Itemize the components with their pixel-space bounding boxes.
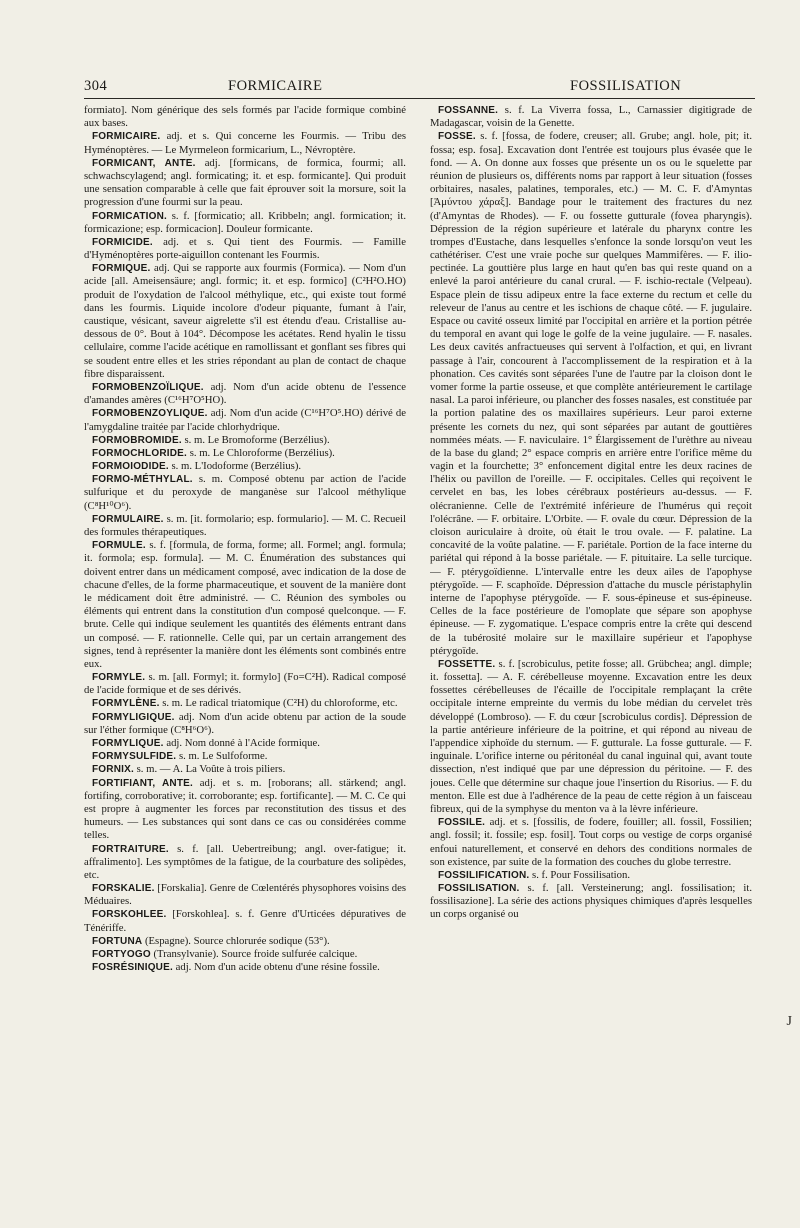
entry-headword: FORTYOGO <box>92 949 151 960</box>
entry-headword: FORMICATION. <box>92 210 167 222</box>
entry-definition: s. f. La Viverra fossa, L., Carnassier digitigrade de Madagascar, voisin de la Genette. <box>430 104 752 130</box>
entry-definition: (Transylvanie). Source froide sulfurée calcique. <box>153 948 358 960</box>
page-number: 304 <box>84 78 108 94</box>
entry-definition: s. m. Le Sulfoforme. <box>178 750 268 763</box>
dictionary-entry <box>84 262 406 381</box>
dictionary-entry <box>84 157 406 210</box>
entry-definition: s. m. — A. La Voûte à trois piliers. <box>136 763 286 776</box>
dictionary-entry <box>84 882 406 908</box>
right-guide-word: FOSSILISATION <box>570 78 682 94</box>
entry-headword: FORTIFIANT, ANTE. <box>92 777 194 789</box>
entry-definition: s. m. [all. Formyl; it. formylo] (Fo=C²H). Radical composé de l'acide formique et de ses dérivés. <box>84 671 406 697</box>
entry-headword: FORSKOHLEE. <box>92 909 167 921</box>
entry-headword: FOSRÉSINIQUE. <box>92 962 173 974</box>
entry-headword: FOSSANNE. <box>438 105 499 116</box>
dictionary-entry <box>84 908 406 934</box>
entry-headword: FOSSILIFICATION. <box>438 869 530 881</box>
entry-definition: adj. Nom d'un acide (C¹⁶H⁷O⁵.HO) dérivé de l'amygdaline traitée par l'acide chlorhydrique. <box>84 407 406 433</box>
entry-definition: adj. et s. Qui tient des Fourmis. — Famille d'Hyménoptères porte-aiguillon contenant les Fourmis. <box>84 235 406 262</box>
entry-definition: [Forskalia]. Genre de Cœlentérés physophores voisins des Méduaires. <box>84 882 406 908</box>
entry-definition: s. m. Le Chloroforme (Berzélius). <box>189 446 335 459</box>
entry-definition: [Forskohlea]. s. f. Genre d'Urticées dépuratives de Ténériffe. <box>84 908 406 934</box>
running-header <box>0 78 800 98</box>
entry-definition: s. m. Le Bromoforme (Berzélius). <box>184 433 330 446</box>
entry-headword: FOSSILISATION. <box>438 883 520 895</box>
dictionary-entry <box>84 447 406 460</box>
dictionary-entry <box>84 210 406 236</box>
entry-headword: FORMYLIGIQUE. <box>92 711 175 723</box>
dictionary-entry <box>430 869 752 882</box>
entry-definition: s. m. [it. formolario; esp. formulario]. — M. C. Recueil des formules thérapeutiques. <box>84 512 406 538</box>
dictionary-entry <box>84 434 406 447</box>
dictionary-entry <box>84 935 406 948</box>
header-rule <box>84 98 755 99</box>
entry-headword: FORMOIODIDE. <box>92 461 169 473</box>
entry-definition: adj. Nom donné à l'Acide formique. <box>166 737 320 749</box>
entry-headword: FOSSETTE. <box>438 658 496 670</box>
entry-definition: adj. et s. m. [roborans; all. stärkend; angl. fortifing, corroborative; it. corroborante; esp. fortificante]. — M. C. Ce qui est propre à augmenter les forces par reconstitution des tissus et des humeurs. — Les substances qui sont dans ce cas ou considérées comme telles. <box>84 776 406 842</box>
entry-headword: FORMICIDE. <box>92 236 153 248</box>
entry-headword: FORMULAIRE. <box>92 513 164 525</box>
dictionary-entry <box>84 460 406 473</box>
entry-headword: FORMYSULFIDE. <box>92 751 177 763</box>
entry-headword: FORMOCHLORIDE. <box>92 447 188 459</box>
entry-definition: s. f. [fossa, de fodere, creuser; all. Grube; angl. hole, pit; it. fossa; esp. fosa]. Excavation dont l'entrée est toujours plus évasée que le fond. — A. On donne aux fosses que présente un os ou le squelette par réunion de plusieurs os, différents noms par rapport à leur situation (fosses orbitaires, nasales, palatines, temporales, etc.) — M. C. F. d'Amyntas [Ἀμύντου χάραξ]. Bandage pour le traitement des fractures du nez (d'Amyntas de Rhodes). — F. ou fossette gutturale (fovea pharyngis). Dépression de la région supérieure et latérale du pharynx contre les trompes d'Eustache, dans lesquelles s'enfonce la sonde lorsqu'on veut les cathétériser. C'est une vraie poche sur quelques Mammifères. — F. ilio-pectinée. La gouttière plus large en haut qu'en bas qui reste quand on a enlevé la paroi antérieure du canal crural. — F. ischio-rectale (Velpeau). Espace plein de tissu adipeux entre la face externe du rectum et celle du releveur de l'anus au centre et les ischions de chaque côté. — F. jugulaire. Espace ou cavité osseux limité par l'occipital en arrière et la portion pétrée du temporal en avant qui loge le golfe de la veine jugulaire. — F. nasales. Les deux cavités anfractueuses qui servent à l'olfaction, et qui, en livrant passage à l'air, concourent à l'accomplissement de la respiration et à la phonation. Ces cavités sont séparées l'une de l'autre par la cloison dont le vomer forme la partie osseuse, et que complète antérieurement le cartilage nasal. La paroi inférieure, ou plancher des fosses nasales, est constituée par la portion palatine des os maxillaires supérieurs. Leur paroi externe présente les cornets du nez, qui sont séparées par autant de gouttières nommées méats. — F. naviculaire. 1° Élargissement de l'urèthre au niveau de la base du gland; 2° espace compris en arrière entre l'orifice même du vagin et la fourchette; 3° enfoncement digital entre les deux racines de l'hélix ou pavillon de l'oreille. — F. occipitales. Celles qui reçoivent le cervelet en bas, les lobes cérébraux postérieurs au-dessus. — F. olécranienne. Celle de l'extrémité inférieure de l'humérus qui reçoit l'olécrâne. — F. orbitaire. L'Orbite. — F. ovale du cœur. Dépression de la cloison auriculaire à droite, où était le trou ovale. — F. palatine. La concavité de la voûte palatine. — F. pariétale. Portion de la face interne du pariétal qui répond à la bosse pariétale. — F. pituitaire. La selle turcique. — F. ptérygoïdienne. L'intervalle entre les deux ailes de l'apophyse ptérygoïde. — F. scaphoïde. Dépression d'attache du muscle péristaphylin interne de l'apophyse ptérygoïde. — F. sous-épineuse et sus-épineuse. Celles de la face postérieure de l'omoplate que sépare son apophyse épineuse. — F. zygomatique. L'espace compris entre la crête qui descend de la tubérosité molaire sur le maxillaire supérieur et l'apophyse ptérygoïde. <box>430 130 752 657</box>
dictionary-entry <box>84 236 406 262</box>
dictionary-entry <box>84 513 406 539</box>
entry-headword: FORMYLIQUE. <box>92 738 164 749</box>
dictionary-entry <box>84 539 406 671</box>
dictionary-entry <box>84 711 406 737</box>
entry-headword: FOSSE. <box>438 131 476 143</box>
entry-headword: FORMICAIRE. <box>92 131 161 143</box>
entry-definition: s. f. [scrobiculus, petite fosse; all. Grübchea; angl. dimple; it. fossetta]. — A. F. cérébelleuse moyenne. Excavation entre les deux fossettes cérébelleuses de l'écaille de l'occipitale remplaçant la crête occipitale interne empreinte du vermis du lobe médian du cervelet très développé (Lombroso). — F. du cœur [scrobiculus cordis]. Dépression de la partie antérieure inférieure de la poitrine, et qui répond au niveau de l'appendice xiphoïde du sternum. — F. gutturale. La fosse gutturale. — F. inguinale. L'orifice interne ou péritonéal du canal inguinal qui, avant toute dissection, n'est indiqué que par une dépression du péritoine. — F. des joues. Celle que détermine sur chaque joue l'insertion du Risorius. — F. du menton. Elle est due à l'adhérence de la peau de cette région à un faisceau fibreux, qui de la symphyse du menton va à la lèvre inférieure. <box>430 657 752 815</box>
entry-headword: FORNIX. <box>92 764 134 776</box>
dictionary-entry <box>430 130 752 658</box>
dictionary-entry <box>84 381 406 407</box>
dictionary-entry <box>84 763 406 776</box>
dictionary-entry <box>84 407 406 433</box>
entry-headword: FORMOBENZOYLIQUE. <box>92 408 208 420</box>
dictionary-entry <box>84 843 406 883</box>
entry-definition: s. m. Composé obtenu par action de l'acide sulfurique et du peroxyde de manganèse sur l'alcool méthylique (C⁸H¹⁰O⁶). <box>84 473 406 512</box>
margin-mark: J <box>786 1014 792 1029</box>
entry-definition: s. f. Pour Fossilisation. <box>532 868 631 881</box>
entry-headword: FORMYLÈNE. <box>92 698 160 710</box>
entry-headword: FORMICANT, ANTE. <box>92 157 196 169</box>
entry-definition: adj. Nom d'un acide obtenu par action de la soude sur l'éther formique (C⁸H⁶O⁶). <box>84 710 406 736</box>
entry-headword: FORMYLE. <box>92 672 146 684</box>
entry-definition: s. f. [all. Uebertreibung; angl. over-fatigue; it. affralimento]. Les symptômes de la fatigue, de la courbature des solipèdes, etc. <box>84 842 406 881</box>
entry-definition: s. f. [all. Versteinerung; angl. fossilisation; it. fossilisazione]. La série des actions physiques chimiques d'après lesquelles un corps organisé ou <box>430 882 752 921</box>
entry-definition: adj. Nom d'un acide obtenu d'une résine fossile. <box>175 961 380 974</box>
entry-definition: formiato]. Nom générique des sels formés par l'acide formique combiné aux bases. <box>84 104 406 130</box>
dictionary-entry <box>84 961 406 974</box>
entry-definition: adj. et s. Qui concerne les Fourmis. — Tribu des Hyménoptères. — Le Myrmeleon formicarium, L., Névroptère. <box>84 130 406 156</box>
dictionary-entry <box>84 473 406 513</box>
dictionary-entry <box>84 697 406 710</box>
left-column <box>84 104 406 1184</box>
entry-definition: adj. et s. [fossilis, de fodere, fouiller; all. fossil, Fossilien; angl. fossil; it. fossile; esp. fosil]. Tout corps ou vestige de corps organisé enfoui naturellement, et conservé en dehors des conditions normales de son existence, par suite de la formation des couches du globe terrestre. <box>430 816 752 868</box>
dictionary-entry <box>430 882 752 922</box>
dictionary-entry <box>84 671 406 697</box>
entry-headword: FORSKALIE. <box>92 883 155 895</box>
dictionary-entry <box>430 658 752 816</box>
entry-headword: FORMOBROMIDE. <box>92 434 182 446</box>
entry-headword: FORMOBENZOÏLIQUE. <box>92 381 204 393</box>
entry-definition: s. f. [formula, de forma, forme; all. Formel; angl. formula; it. formola; esp. formula]. — M. C. Énumération des substances qui doivent entrer dans un médicament composé, avec indication de la dose de chacune d'elles, de la forme pharmaceutique, et souvent de la manière dont le médicament doit être administré. — C. Réunion des symboles ou éléments qui entrent dans la constitution d'un composé quelconque. — F. brute. Celle qui indique seulement les quantités des éléments entrant dans un composé. — F. rationnelle. Celle qui, par un certain arrangement des signes, tend à représenter la manière dont les éléments sont combinés entre eux. <box>84 539 406 670</box>
entry-headword: FORMIQUE. <box>92 263 151 275</box>
dictionary-entry <box>84 130 406 156</box>
entry-definition: adj. [formicans, de formica, fourmi; all. schwachscylagend; angl. formicating; it. et esp. formicante]. Qui produit une sensation comparable à celle que fait éprouver soit la morsure, soit la progression d'une fourmi sur la peau. <box>84 156 406 209</box>
entry-headword: FORMULE. <box>92 540 146 552</box>
dictionary-entry <box>84 737 406 750</box>
entry-headword: FORTRAITURE. <box>92 843 169 855</box>
left-guide-word: FORMICAIRE <box>228 78 323 94</box>
entry-headword: FORMO-MÉTHYLAL. <box>92 474 193 486</box>
dictionary-entry <box>84 777 406 843</box>
entry-definition: adj. Qui se rapporte aux fourmis (Formica). — Nom d'un acide [all. Ameisensäure; angl. formic; it. et esp. formico] (C²H²O.HO) produit de l'oxydation de l'alcool méthylique, etc., qui existe tout formé dans les fourmis. Liquide incolore d'odeur piquante, fumant à l'air, caustique, vésicant, saveur aigrelette s'il est étendu d'eau. Cristallise au-dessous de 0°. Bout à 104°. Décompose les acétates. Rend hyalin le tissu cellulaire, comme l'acide acétique en ramollissant et gonflant ses fibres qui se soudent entre elles et les stries répondant au plan de contact de chaque fibre disparaissent. <box>84 262 406 380</box>
right-column <box>430 104 752 1184</box>
entry-definition: s. f. [formicatio; all. Kribbeln; angl. formication; it. formicazione; esp. formicacion]. Douleur formicante. <box>84 209 406 235</box>
dictionary-entry <box>430 104 752 130</box>
entry-headword: FORTUNA <box>92 935 143 947</box>
dictionary-entry <box>84 104 406 130</box>
entry-headword: FOSSILE. <box>438 817 486 829</box>
dictionary-entry <box>84 750 406 763</box>
entry-definition: s. m. L'Iodoforme (Berzélius). <box>171 460 302 473</box>
entry-definition: s. m. Le radical triatomique (C²H) du chloroforme, etc. <box>162 697 398 710</box>
entry-definition: adj. Nom d'un acide obtenu de l'essence d'amandes amères (C¹⁶H⁷O⁵HO). <box>84 380 406 407</box>
dictionary-entry <box>84 948 406 961</box>
dictionary-entry <box>430 816 752 869</box>
entry-definition: (Espagne). Source chlorurée sodique (53°). <box>144 934 330 947</box>
